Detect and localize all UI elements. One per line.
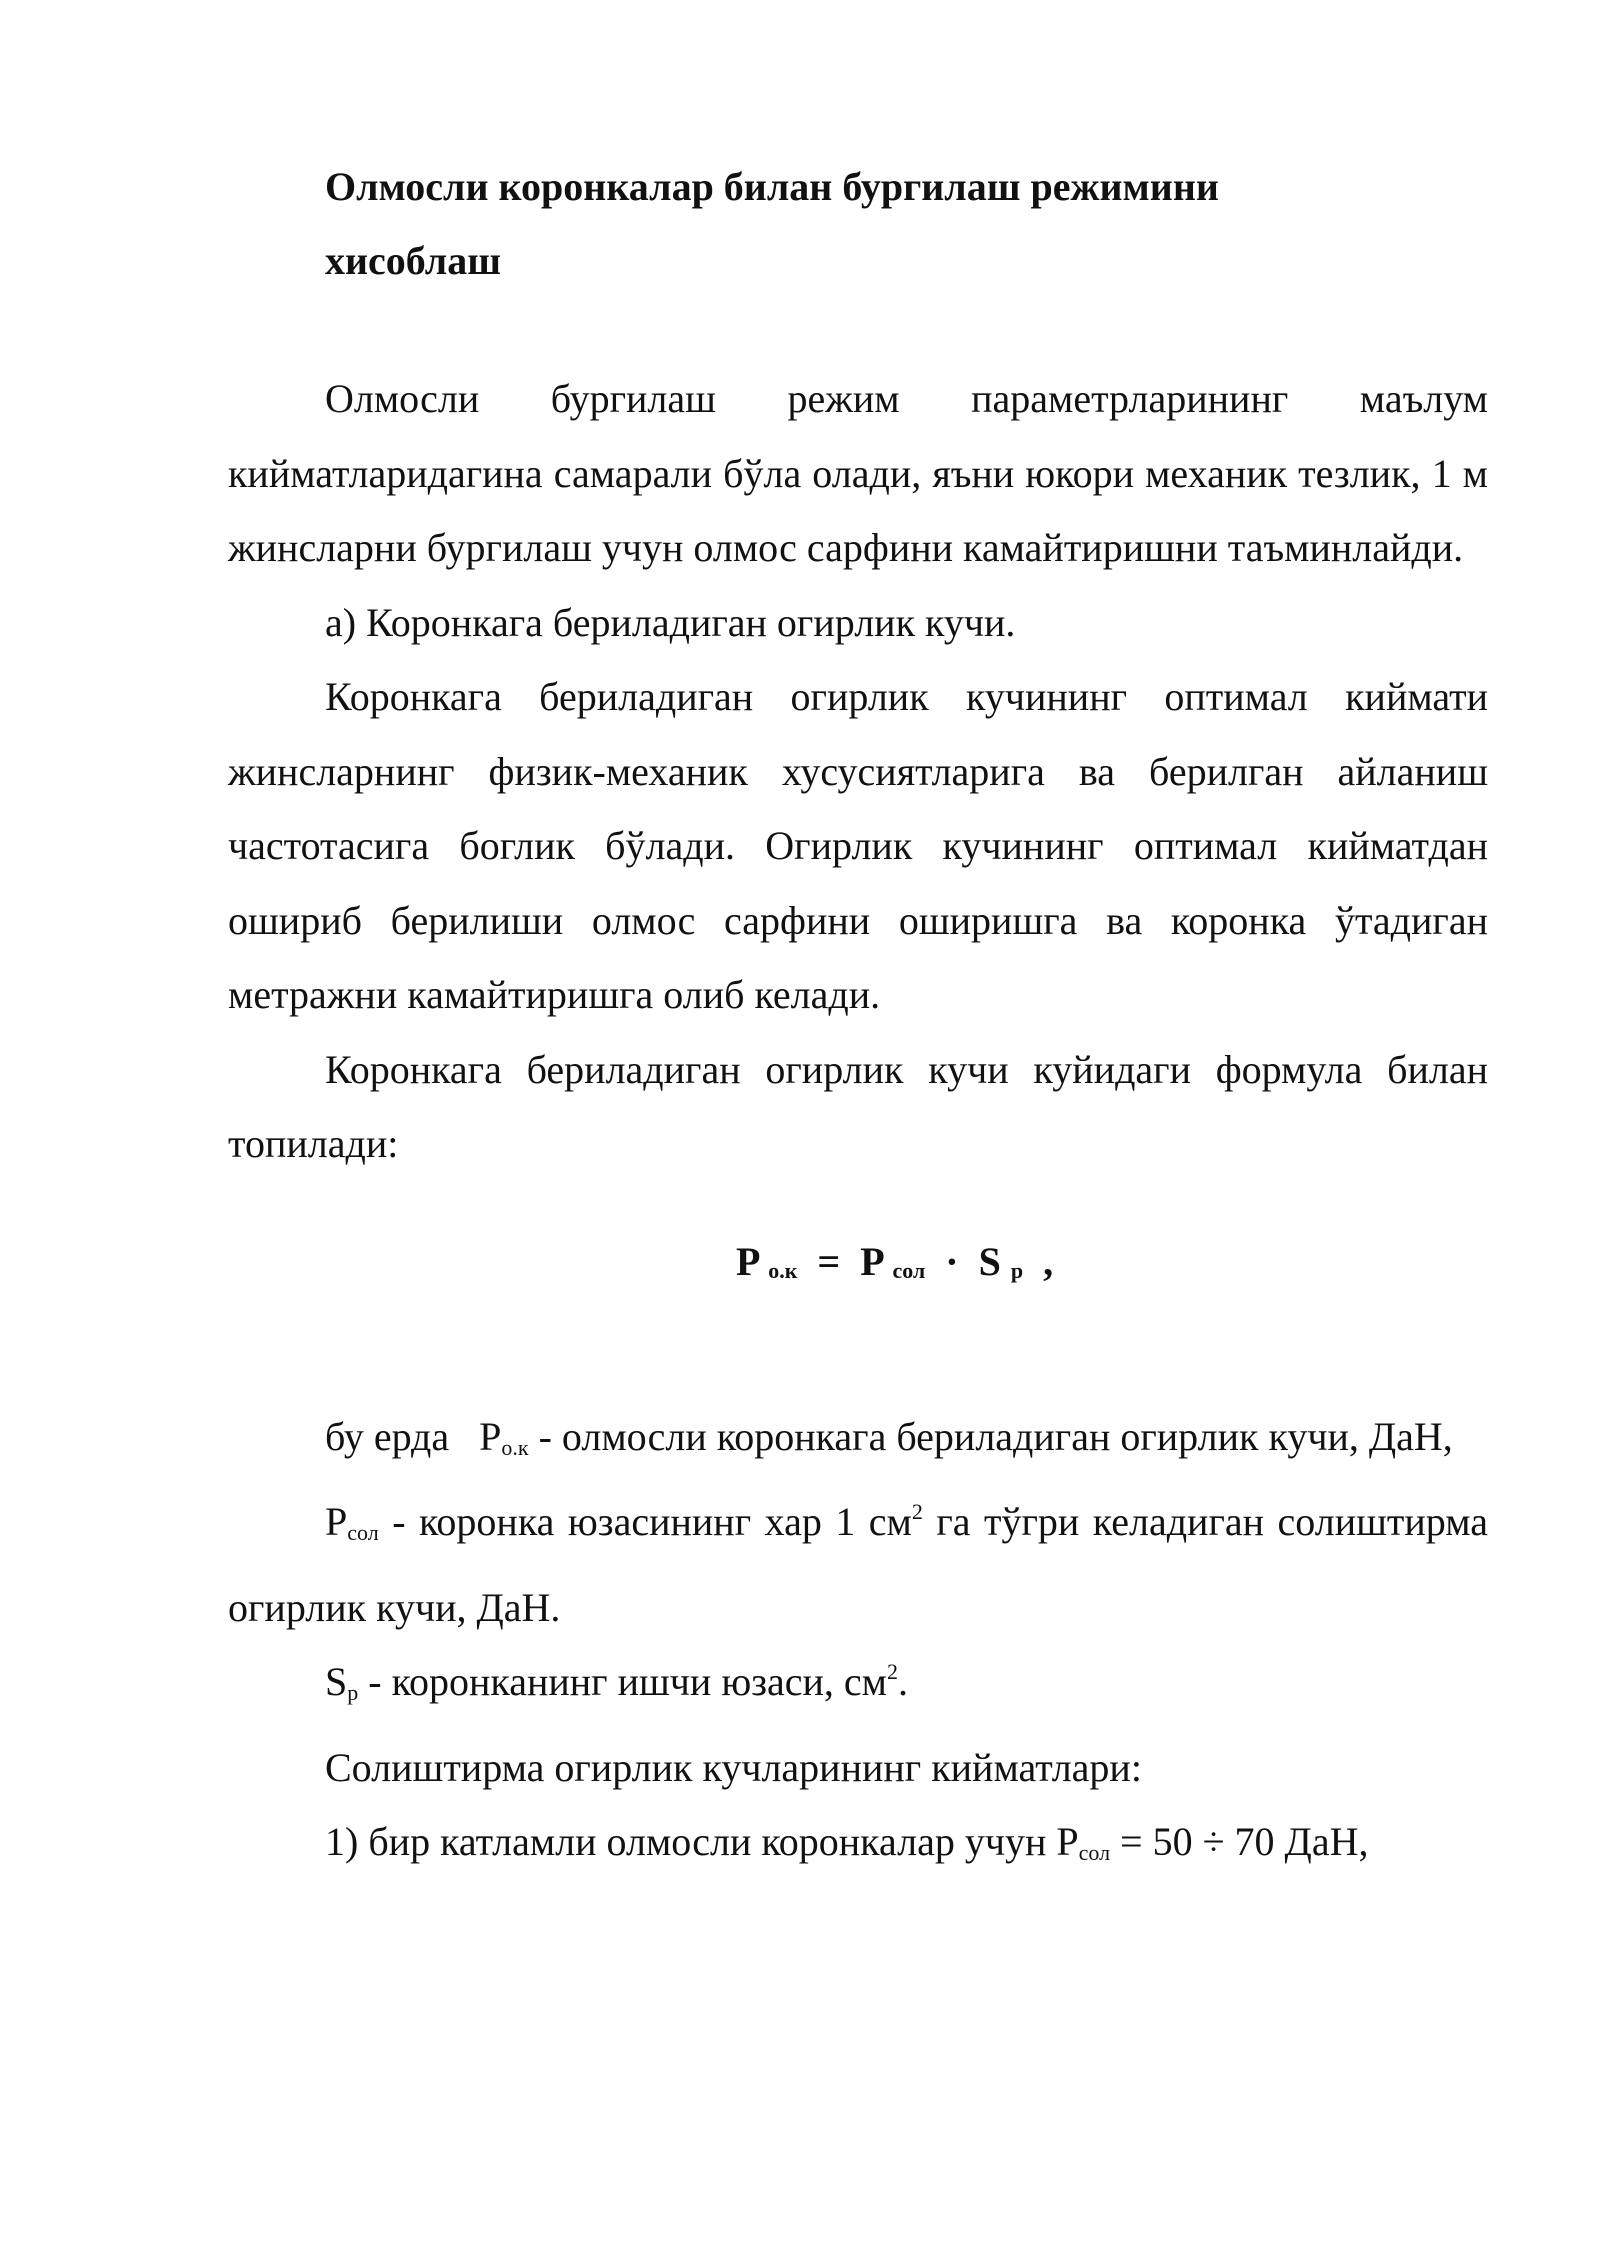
paragraph-optimal-value: Коронкага бериладиган огирлик кучининг оптимал киймати жинсларнинг физик-механик хусусиятларига ва берилган айланиш частотасига боглик бўлади. Огирлик кучининг оптимал кийматдан ошириб берилиши олмос сарфини оширишга ва коронка ўтадиган метражни камайтиришга олиб келади. — [228, 674, 1488, 1017]
definition-s-r — [228, 1645, 1488, 1731]
paragraph-formula-intro: Коронкага бериладиган огирлик кучи куйидаги формула билан топилади: — [228, 1046, 1488, 1166]
formula-equals: = — [807, 1238, 851, 1284]
definition-s-r-text: - коронканинг ишчи юзаси, см — [358, 1659, 887, 1704]
definition-s-r-superscript: 2 — [886, 1659, 898, 1684]
document-page — [228, 150, 1488, 1891]
formula-lhs-subscript: о.к — [768, 1257, 798, 1283]
formula-rhs-2: S — [978, 1238, 1001, 1284]
definition-p-ok — [228, 1400, 1488, 1486]
formula-tail: , — [1033, 1238, 1054, 1284]
values-item-1 — [228, 1805, 1488, 1891]
definition-p-ok-text: - олмосли коронкага бериладиган огирлик кучи, ДаН, — [528, 1413, 1453, 1459]
definition-p-sol-text-a: - коронка юзасининг хар 1 см — [378, 1499, 912, 1544]
definition-p-sol-text-b: га тўгри келадиган солиштирма огирлик кучи, ДаН. — [228, 1499, 1488, 1630]
formula-rhs-2-subscript: р — [1010, 1257, 1024, 1283]
formula-rhs-1-subscript: сол — [892, 1257, 926, 1283]
title-line-1: Олмосли коронкалар билан бургилаш режимини — [325, 164, 1219, 209]
values-item-1-subscript: сол — [1078, 1840, 1111, 1865]
definition-p-sol-prefix: P — [325, 1499, 348, 1544]
values-heading: Солиштирма огирлик кучларининг кийматлари: — [325, 1744, 1142, 1790]
definition-s-r-prefix: S — [325, 1659, 348, 1704]
title-spacer — [228, 298, 1488, 362]
definition-p-sol — [228, 1485, 1488, 1645]
definition-p-ok-subscript: о.к — [501, 1434, 529, 1460]
title-line-2: хисоблаш — [325, 238, 502, 283]
definition-s-r-end: . — [897, 1659, 908, 1704]
values-item-1-value: = 50 ÷ 70 ДаН, — [1110, 1819, 1369, 1864]
paragraph-intro: Олмосли бургилаш режим параметрларининг маълум кийматларидагина самарали бўла олади, яъни юкори механик тезлик, 1 м жинсларни бургилаш учун олмос сарфини камайтиришни таъминлайди. — [228, 376, 1488, 570]
formula-spacer — [228, 1330, 1488, 1400]
formula-rhs-1: P — [860, 1238, 883, 1284]
document-title — [325, 150, 1325, 298]
formula-lhs: P — [736, 1238, 759, 1284]
formula-block — [228, 1182, 1488, 1330]
values-item-1-text: 1) бир катламли олмосли коронкалар учун P — [325, 1819, 1079, 1864]
definition-s-r-subscript: р — [347, 1680, 359, 1705]
formula — [736, 1238, 1053, 1285]
definition-p-sol-subscript: сол — [347, 1520, 379, 1545]
formula-multiply-dot: · — [935, 1238, 969, 1284]
paragraph-section-a: а) Коронкага бериладиган огирлик кучи. — [325, 599, 1016, 645]
definition-p-ok-prefix: бу ерда P — [325, 1413, 502, 1459]
definition-p-sol-superscript: 2 — [911, 1499, 923, 1524]
